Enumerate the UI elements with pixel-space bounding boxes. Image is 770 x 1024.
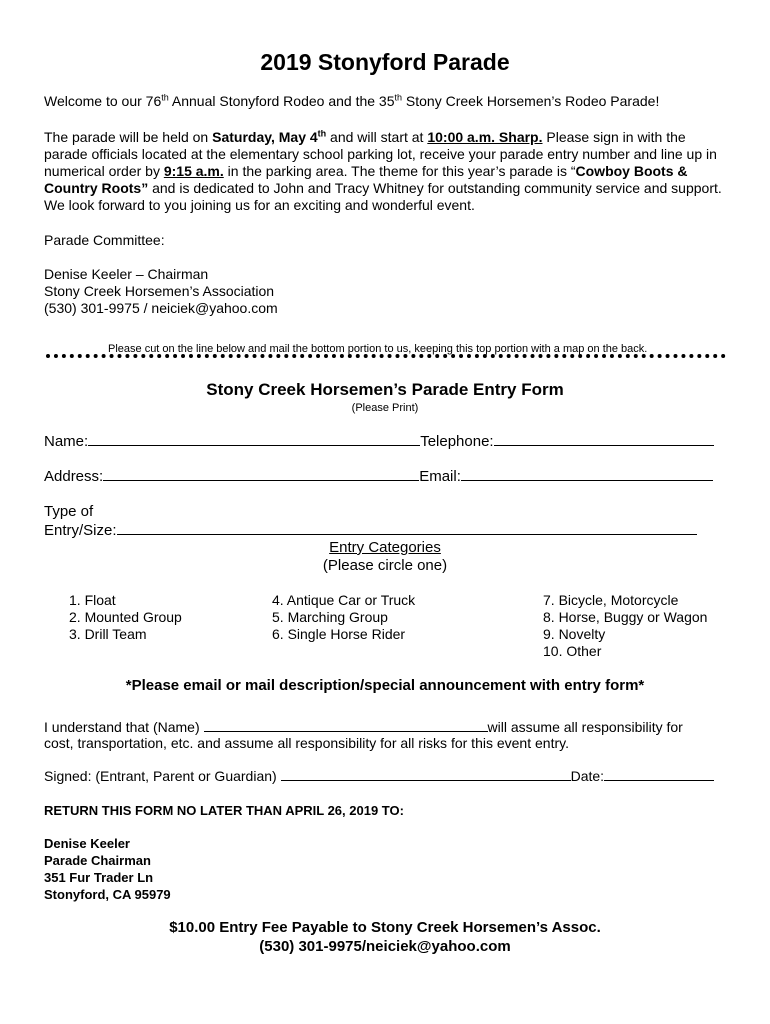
return-name: Denise Keeler — [44, 836, 130, 851]
signed-label: Signed: (Entrant, Parent or Guardian) — [44, 768, 281, 784]
committee-chair: Denise Keeler – Chairman — [44, 266, 209, 282]
return-street: 351 Fur Trader Ln — [44, 870, 154, 885]
entry-size-label: Entry/Size: — [44, 522, 117, 539]
entry-fee: $10.00 Entry Fee Payable to Stony Creek Horsemen’s Assoc. — [169, 919, 601, 936]
entry-form-subtitle: (Please Print) — [351, 402, 419, 414]
return-heading: RETURN THIS FORM NO LATER THAN APRIL 26, 2019 TO: — [44, 803, 404, 818]
fee-contact: (530) 301-9975/neiciek@yahoo.com — [259, 938, 511, 955]
name-telephone-row — [44, 432, 714, 451]
category-drill-team[interactable]: 3. Drill Team — [69, 626, 147, 642]
para-text-4: in the parking area. The theme for this year’s parade is “ — [223, 163, 576, 179]
telephone-field[interactable] — [494, 432, 714, 446]
entry-size-field[interactable] — [117, 521, 697, 535]
date-label: Date: — [570, 768, 605, 784]
type-of-label: Type of — [44, 503, 94, 520]
category-mounted-group[interactable]: 2. Mounted Group — [69, 609, 182, 625]
email-field[interactable] — [461, 467, 713, 481]
category-antique-car[interactable]: 4. Antique Car or Truck — [272, 592, 416, 608]
category-other[interactable]: 10. Other — [543, 643, 602, 659]
para-text-1: The parade will be held on — [44, 129, 213, 145]
welcome-sup-2: th — [394, 92, 403, 103]
entry-form-title: Stony Creek Horsemen’s Parade Entry Form — [206, 380, 564, 399]
category-horse-buggy[interactable]: 8. Horse, Buggy or Wagon — [543, 609, 708, 625]
welcome-text-1: Welcome to our 76 — [44, 93, 162, 109]
telephone-label: Telephone: — [420, 433, 494, 450]
address-field[interactable] — [103, 467, 419, 481]
signature-row — [44, 767, 714, 785]
welcome-text-2: Annual Stonyford Rodeo and the 35 — [168, 93, 395, 109]
committee-contact: (530) 301-9975 / neiciek@yahoo.com — [44, 300, 278, 316]
understand-line-1 — [44, 718, 683, 736]
welcome-text-3: Stony Creek Horsemen’s Rodeo Parade! — [402, 93, 660, 109]
understand-pre-text: I understand that (Name) — [44, 719, 204, 735]
return-title: Parade Chairman — [44, 853, 151, 868]
welcome-sup-1: th — [161, 92, 169, 103]
start-time: 10:00 a.m. Sharp. — [427, 129, 543, 145]
para-text-2: and will start at — [326, 129, 428, 145]
category-float[interactable]: 1. Float — [69, 592, 116, 608]
committee-association: Stony Creek Horsemen’s Association — [44, 283, 275, 299]
page-title: 2019 Stonyford Parade — [260, 49, 510, 75]
committee-label: Parade Committee: — [44, 232, 165, 248]
address-email-row — [44, 467, 713, 486]
categories-column-2 — [272, 592, 415, 643]
address-label: Address: — [44, 468, 104, 485]
parade-date: Saturday, May 4 — [212, 129, 318, 145]
signature-field[interactable] — [281, 767, 571, 781]
cut-instructions: Please cut on the line below and mail the bottom portion to us, keeping this top portion with a map on the back. — [108, 343, 648, 355]
categories-column-3 — [543, 592, 707, 660]
email-label: Email: — [419, 468, 461, 485]
email-notice: *Please email or mail description/special announcement with entry form* — [125, 677, 645, 694]
category-bicycle[interactable]: 7. Bicycle, Motorcycle — [543, 592, 679, 608]
understand-post-text: will assume all responsibility for — [487, 719, 683, 735]
parade-theme: Cowboy Boots & Country Roots” — [44, 163, 688, 196]
categories-heading — [0, 539, 770, 557]
lineup-time: 9:15 a.m. — [163, 163, 224, 179]
parade-details-paragraph — [44, 129, 724, 214]
welcome-line — [44, 93, 659, 110]
date-field[interactable] — [604, 767, 714, 781]
categories-column-1 — [69, 592, 182, 643]
para-text-5: and is dedicated to John and Tracy Whitney for outstanding community service and support. We look forward to you joining us for an exciting and wonderful event. — [44, 180, 722, 213]
name-field[interactable] — [88, 432, 420, 446]
category-novelty[interactable]: 9. Novelty — [543, 626, 606, 642]
understand-name-field[interactable] — [204, 718, 488, 732]
categories-heading-text: Entry Categories — [329, 539, 441, 556]
categories-subheading: (Please circle one) — [322, 557, 448, 574]
parade-date-sup: th — [317, 128, 327, 139]
category-single-horse-rider[interactable]: 6. Single Horse Rider — [272, 626, 406, 642]
entry-size-row — [44, 521, 697, 540]
name-label: Name: — [44, 433, 89, 450]
category-marching-group[interactable]: 5. Marching Group — [272, 609, 388, 625]
para-text-3: Please sign in with the parade officials located at the elementary school parking lot, receive your parade entry number and line up in numerical order by — [44, 129, 717, 179]
understand-line-2: cost, transportation, etc. and assume all responsibility for all risks for this event entry. — [44, 735, 569, 751]
cut-line — [46, 354, 726, 358]
return-city: Stonyford, CA 95979 — [44, 887, 171, 902]
